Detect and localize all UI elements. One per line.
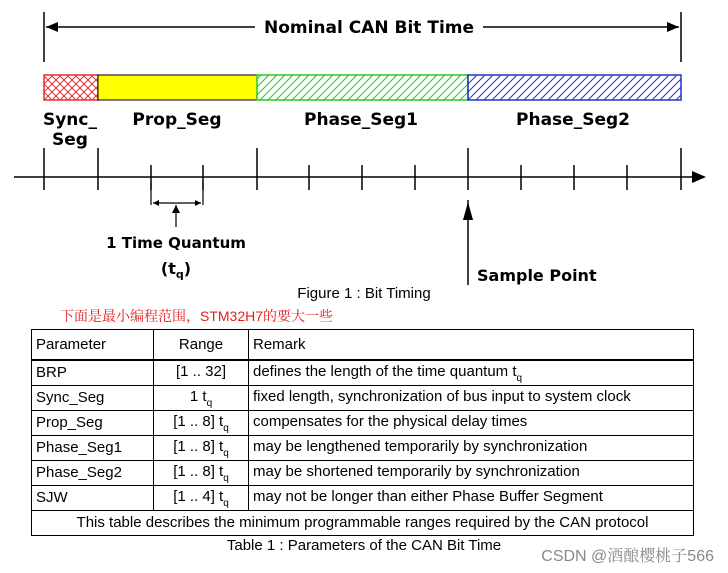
header-remark: Remark bbox=[249, 330, 694, 361]
cell-range bbox=[154, 461, 249, 486]
header-range: Range bbox=[154, 330, 249, 361]
header-parameter: Parameter bbox=[32, 330, 154, 361]
table-row bbox=[32, 360, 694, 386]
time-quantum-label: 1 Time Quantum bbox=[106, 234, 246, 252]
range-value: [1 .. 32] bbox=[175, 363, 227, 380]
table-row bbox=[32, 386, 694, 411]
label-phase-seg2: Phase_Seg2 bbox=[516, 110, 630, 130]
cell-parameter: Phase_Seg2 bbox=[32, 461, 154, 486]
cell-parameter: BRP bbox=[32, 360, 154, 386]
cell-remark bbox=[249, 386, 694, 411]
parameters-table bbox=[31, 329, 694, 536]
cell-range bbox=[154, 411, 249, 436]
cell-range bbox=[154, 486, 249, 511]
cell-remark bbox=[249, 486, 694, 511]
range-subscript: q bbox=[223, 448, 229, 459]
table-row bbox=[32, 486, 694, 511]
time-quantum-symbol: $(t_q)$ bbox=[160, 259, 192, 281]
annotation-note: 下面是最小编程范围，STM32H7的要大一些 bbox=[60, 308, 334, 324]
table-footer: This table describes the minimum programmable ranges required by the CAN protocol bbox=[32, 511, 694, 536]
cell-remark bbox=[249, 461, 694, 486]
time-quantum-ticks bbox=[44, 148, 681, 190]
segment-prop-seg bbox=[98, 75, 257, 100]
range-subscript: q bbox=[223, 473, 229, 484]
cell-range bbox=[154, 360, 249, 386]
cell-remark bbox=[249, 411, 694, 436]
table-row bbox=[32, 436, 694, 461]
table-header-row bbox=[32, 330, 694, 361]
remark-text: may not be longer than either Phase Buffer Segment bbox=[253, 488, 603, 505]
sample-point-label: Sample Point bbox=[477, 266, 597, 285]
range-value: 1 t bbox=[189, 388, 207, 405]
remark-text: may be shortened temporarily by synchronization bbox=[253, 463, 580, 480]
cell-parameter: Prop_Seg bbox=[32, 411, 154, 436]
label-sync-seg: Sync_ Seg bbox=[42, 110, 98, 150]
range-value: [1 .. 4] t bbox=[173, 488, 224, 505]
remark-subscript: q bbox=[516, 373, 523, 384]
cell-range bbox=[154, 386, 249, 411]
figure-caption: Figure 1 : Bit Timing bbox=[297, 285, 431, 302]
cell-remark bbox=[249, 360, 694, 386]
segment-phase-seg1 bbox=[257, 75, 468, 100]
range-subscript: q bbox=[206, 398, 213, 409]
segment-phase-seg2 bbox=[468, 75, 681, 100]
table-row bbox=[32, 411, 694, 436]
cell-parameter: Phase_Seg1 bbox=[32, 436, 154, 461]
table-footer-row bbox=[32, 511, 694, 536]
range-value: [1 .. 8] t bbox=[173, 413, 224, 430]
label-prop-seg: Prop_Seg bbox=[132, 110, 222, 130]
cell-parameter: SJW bbox=[32, 486, 154, 511]
remark-text: fixed length, synchronization of bus input to system clock bbox=[253, 388, 631, 405]
bit-time-title: Nominal CAN Bit Time bbox=[263, 18, 475, 38]
range-subscript: q bbox=[223, 423, 229, 434]
watermark: CSDN @酒酿樱桃子566 bbox=[541, 548, 714, 565]
segment-sync-seg bbox=[44, 75, 98, 100]
remark-text: may be lengthened temporarily by synchronization bbox=[253, 438, 588, 455]
range-value: [1 .. 8] t bbox=[173, 438, 224, 455]
remark-text: compensates for the physical delay times bbox=[253, 413, 528, 430]
table-row bbox=[32, 461, 694, 486]
remark-text: defines the length of the time quantum t bbox=[253, 363, 517, 380]
cell-range bbox=[154, 436, 249, 461]
cell-remark bbox=[249, 436, 694, 461]
table-caption: Table 1 : Parameters of the CAN Bit Time bbox=[226, 537, 502, 554]
range-value: [1 .. 8] t bbox=[173, 463, 224, 480]
label-phase-seg1: Phase_Seg1 bbox=[304, 110, 418, 130]
range-subscript: q bbox=[223, 498, 229, 509]
cell-parameter: Sync_Seg bbox=[32, 386, 154, 411]
